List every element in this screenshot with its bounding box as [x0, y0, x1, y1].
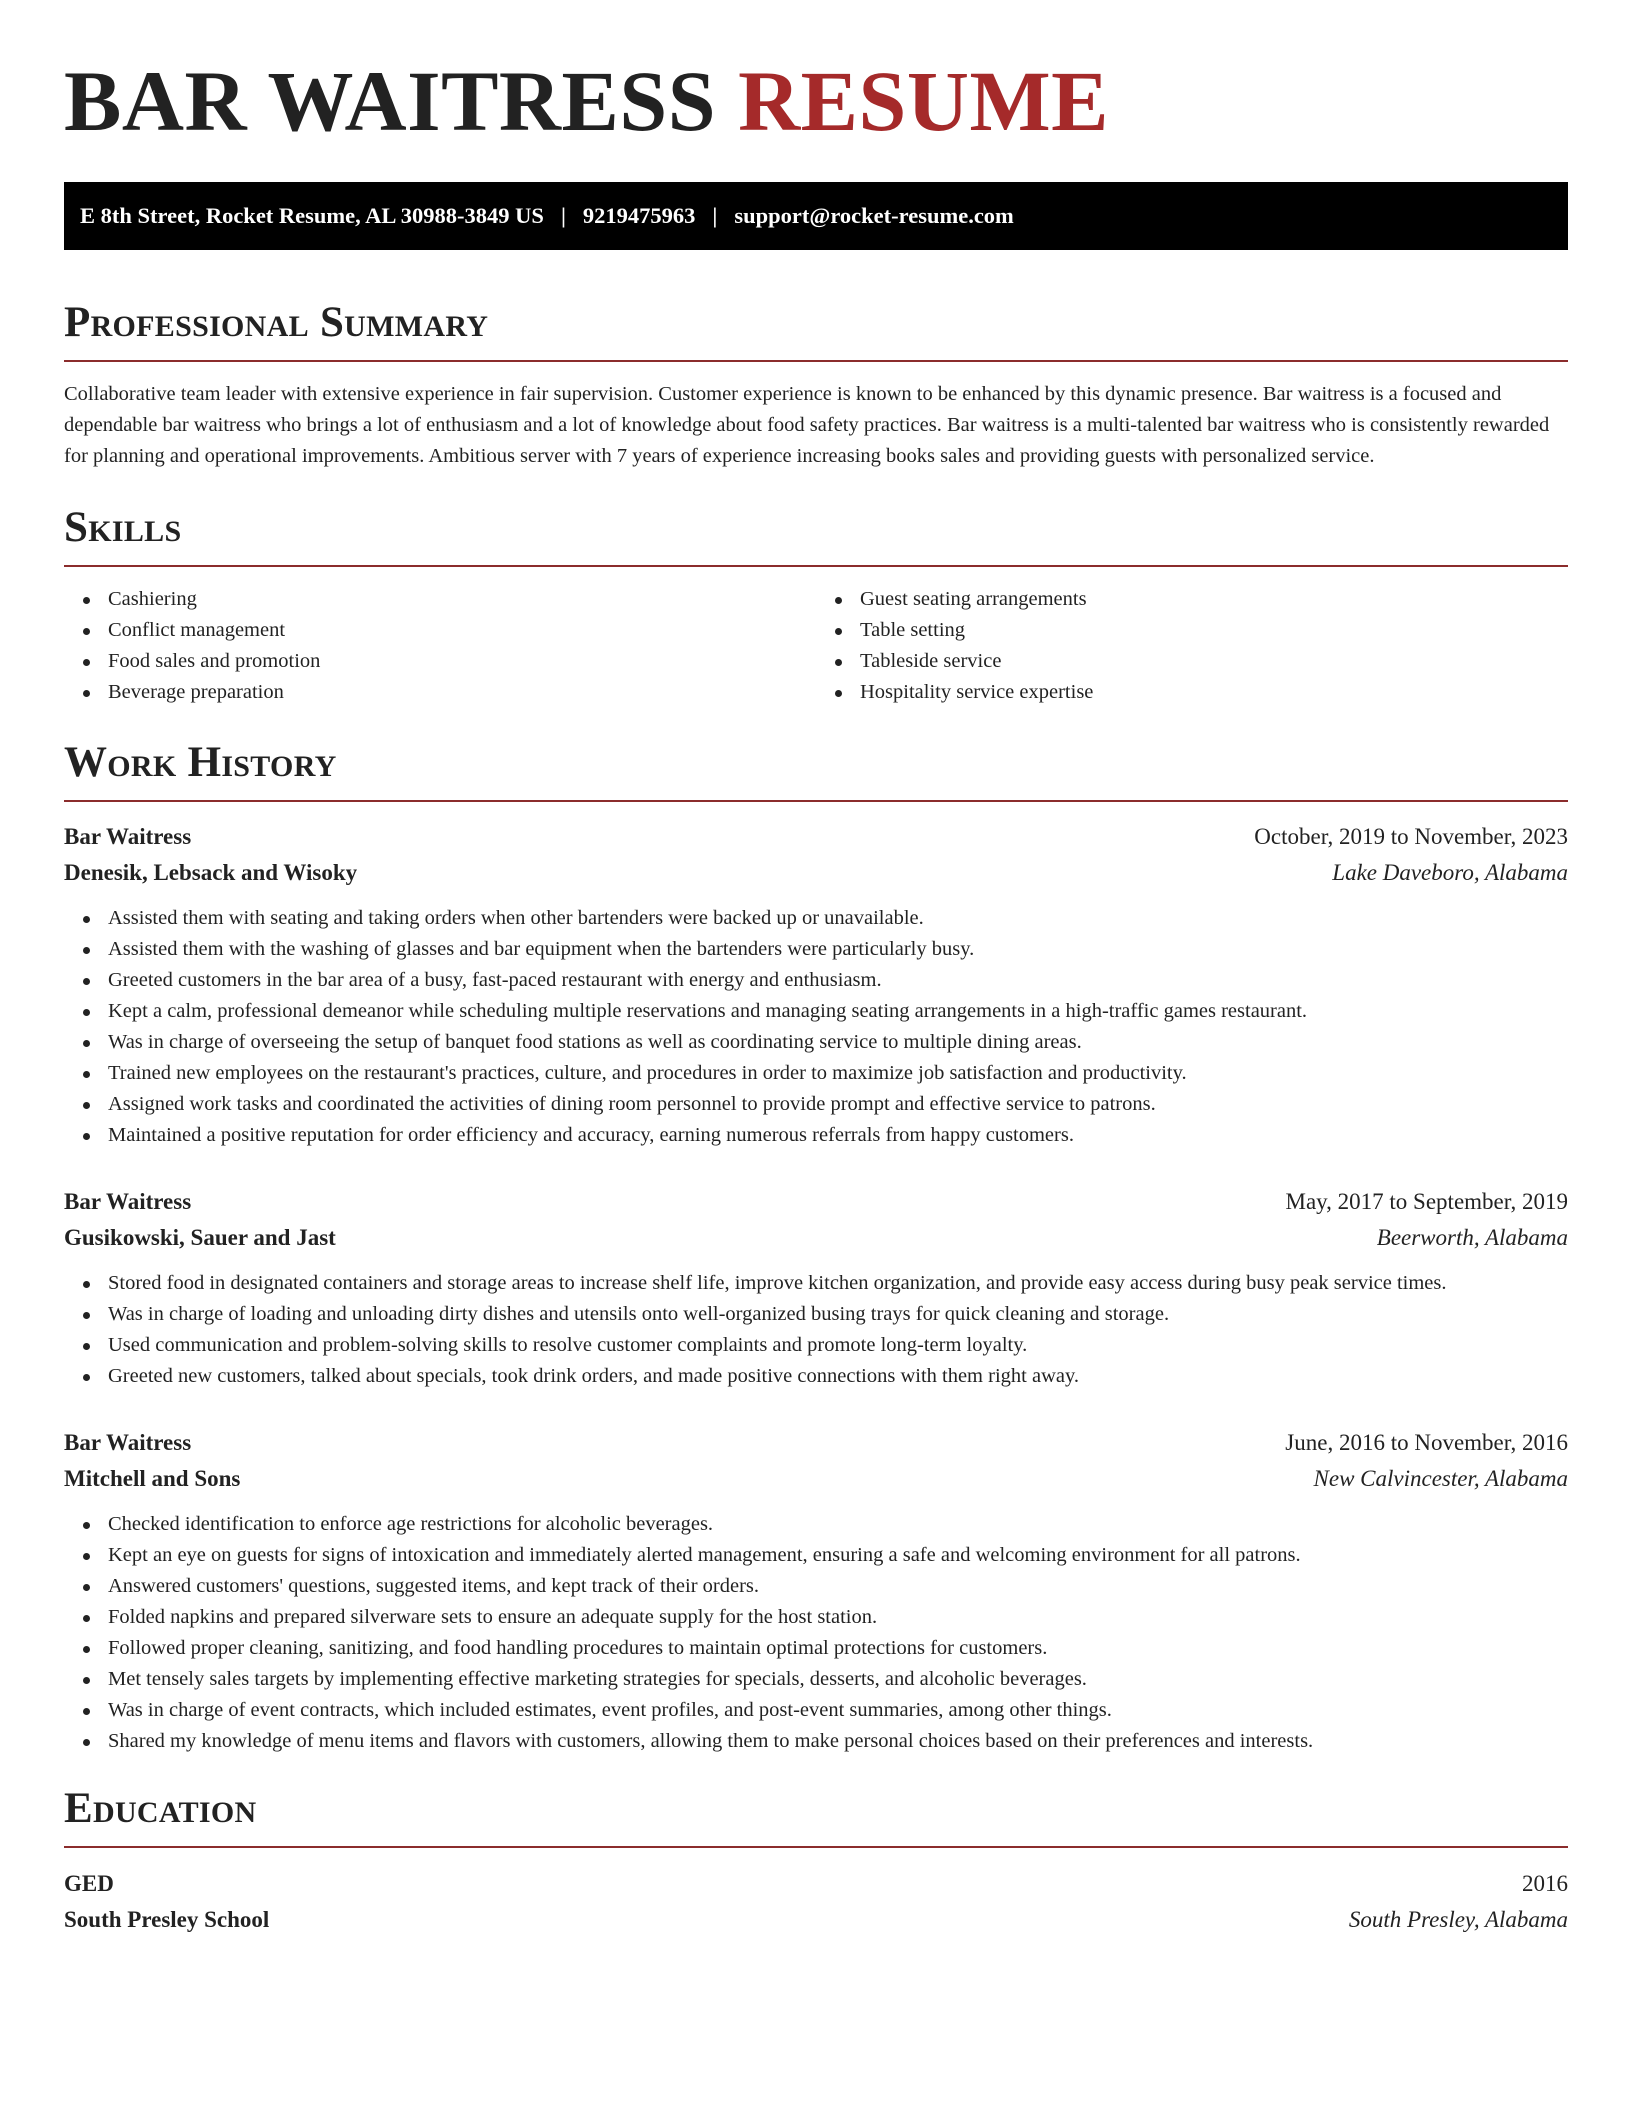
job-dates: June, 2016 to November, 2016: [1285, 1430, 1568, 1455]
job-company-row: [64, 855, 1568, 891]
professional-summary-section: [64, 301, 1568, 472]
job-duties-list: [64, 1509, 1568, 1757]
job-company-row: [64, 1220, 1568, 1256]
section-heading-work: Work History: [64, 741, 1568, 802]
job-duty: Greeted customers in the bar area of a busy, fast-paced restaurant with energy and enthusiasm.: [108, 965, 1568, 996]
education-section: [64, 1787, 1568, 1938]
job-duty: Used communication and problem-solving skills to resolve customer complaints and promote long-term loyalty.: [108, 1330, 1568, 1361]
job-duty: Answered customers' questions, suggested items, and kept track of their orders.: [108, 1571, 1568, 1602]
contact-separator: |: [712, 203, 718, 228]
job-title-row: [64, 1184, 1568, 1220]
job-title: Bar Waitress: [64, 824, 192, 849]
skill-item: Table setting: [860, 615, 1568, 646]
job-duty: Was in charge of loading and unloading dirty dishes and utensils onto well-organized busing trays for quick cleaning and storage.: [108, 1299, 1568, 1330]
job-duty: Shared my knowledge of menu items and flavors with customers, allowing them to make personal choices based on their preferences and interests.: [108, 1726, 1568, 1757]
resume-title: [64, 53, 1568, 149]
job-company-row: [64, 1461, 1568, 1497]
skills-section: [64, 506, 1568, 708]
job-duty: Was in charge of overseeing the setup of banquet food stations as well as coordinating service to multiple dining areas.: [108, 1027, 1568, 1058]
education-school-row: [64, 1902, 1568, 1938]
job-dates: October, 2019 to November, 2023: [1254, 824, 1568, 849]
skills-grid: [64, 584, 1568, 708]
job-company: Mitchell and Sons: [64, 1466, 241, 1491]
job-title-row: [64, 819, 1568, 855]
education-year: 2016: [1522, 1871, 1568, 1896]
skills-column-left: [64, 584, 816, 708]
job-dates: May, 2017 to September, 2019: [1285, 1189, 1568, 1214]
section-heading-skills: Skills: [64, 506, 1568, 567]
job-duty: Kept a calm, professional demeanor while scheduling multiple reservations and managing seating arrangements in a high-traffic games restaurant.: [108, 996, 1568, 1027]
job-duty: Assigned work tasks and coordinated the activities of dining room personnel to provide prompt and effective service to patrons.: [108, 1089, 1568, 1120]
skill-item: Cashiering: [108, 584, 816, 615]
job-location: New Calvincester, Alabama: [1313, 1466, 1568, 1491]
contact-separator: |: [560, 203, 566, 228]
job-duty: Greeted new customers, talked about specials, took drink orders, and made positive connections with them right away.: [108, 1361, 1568, 1392]
work-history-section: [64, 741, 1568, 1757]
skill-item: Conflict management: [108, 615, 816, 646]
title-accent: RESUME: [738, 53, 1109, 149]
skill-item: Tableside service: [860, 646, 1568, 677]
contact-email: support@rocket-resume.com: [734, 203, 1014, 228]
job-duties-list: [64, 903, 1568, 1151]
job-duty: Assisted them with seating and taking orders when other bartenders were backed up or unavailable.: [108, 903, 1568, 934]
job-title: Bar Waitress: [64, 1189, 192, 1214]
job-duty: Checked identification to enforce age restrictions for alcoholic beverages.: [108, 1509, 1568, 1540]
job-duty: Followed proper cleaning, sanitizing, and food handling procedures to maintain optimal protections for customers.: [108, 1633, 1568, 1664]
job-title-row: [64, 1425, 1568, 1461]
job-duty: Folded napkins and prepared silverware sets to ensure an adequate supply for the host station.: [108, 1602, 1568, 1633]
skill-item: Guest seating arrangements: [860, 584, 1568, 615]
section-heading-summary: Professional Summary: [64, 301, 1568, 362]
education-school: South Presley School: [64, 1907, 270, 1932]
skill-item: Hospitality service expertise: [860, 677, 1568, 708]
skill-item: Food sales and promotion: [108, 646, 816, 677]
job-duty: Met tensely sales targets by implementing effective marketing strategies for specials, desserts, and alcoholic beverages.: [108, 1664, 1568, 1695]
job-duty: Kept an eye on guests for signs of intoxication and immediately alerted management, ensuring a safe and welcoming environment for all patrons.: [108, 1540, 1568, 1571]
job-duty: Stored food in designated containers and storage areas to increase shelf life, improve kitchen organization, and provide easy access during busy peak service times.: [108, 1268, 1568, 1299]
job-duty: Maintained a positive reputation for order efficiency and accuracy, earning numerous referrals from happy customers.: [108, 1120, 1568, 1151]
summary-text: Collaborative team leader with extensive experience in fair supervision. Customer experience is known to be enhanced by this dynamic presence. Bar waitress is a focused and dependable bar waitress who brings a lot of enthusiasm and a lot of knowledge about food safety practices. Bar waitress is a multi-talented bar waitress who is consistently rewarded for planning and operational improvements. Ambitious server with 7 years of experience increasing books sales and providing guests with personalized service.: [64, 383, 1550, 467]
contact-address: E 8th Street, Rocket Resume, AL 30988-3849 US: [80, 203, 544, 228]
job-duties-list: [64, 1268, 1568, 1392]
education-entry: [64, 1866, 1568, 1938]
job-company: Denesik, Lebsack and Wisoky: [64, 860, 358, 885]
job-location: Beerworth, Alabama: [1376, 1225, 1568, 1250]
skills-column-right: [816, 584, 1568, 708]
job-title: Bar Waitress: [64, 1430, 192, 1455]
contact-phone: 9219475963: [582, 203, 696, 228]
section-heading-education: Education: [64, 1787, 1568, 1848]
job-duty: Was in charge of event contracts, which included estimates, event profiles, and post-event summaries, among other things.: [108, 1695, 1568, 1726]
job-duty: Assisted them with the washing of glasses and bar equipment when the bartenders were particularly busy.: [108, 934, 1568, 965]
title-main: BAR WAITRESS: [64, 53, 717, 149]
job-entry: [64, 1184, 1568, 1392]
job-company: Gusikowski, Sauer and Jast: [64, 1225, 336, 1250]
education-location: South Presley, Alabama: [1348, 1907, 1568, 1932]
job-entry: [64, 819, 1568, 1151]
job-duty: Trained new employees on the restaurant's practices, culture, and procedures in order to maximize job satisfaction and productivity.: [108, 1058, 1568, 1089]
education-degree-row: [64, 1866, 1568, 1902]
education-degree: GED: [64, 1871, 114, 1896]
job-entry: [64, 1425, 1568, 1757]
job-location: Lake Daveboro, Alabama: [1332, 860, 1568, 885]
contact-bar: [64, 182, 1568, 250]
skill-item: Beverage preparation: [108, 677, 816, 708]
